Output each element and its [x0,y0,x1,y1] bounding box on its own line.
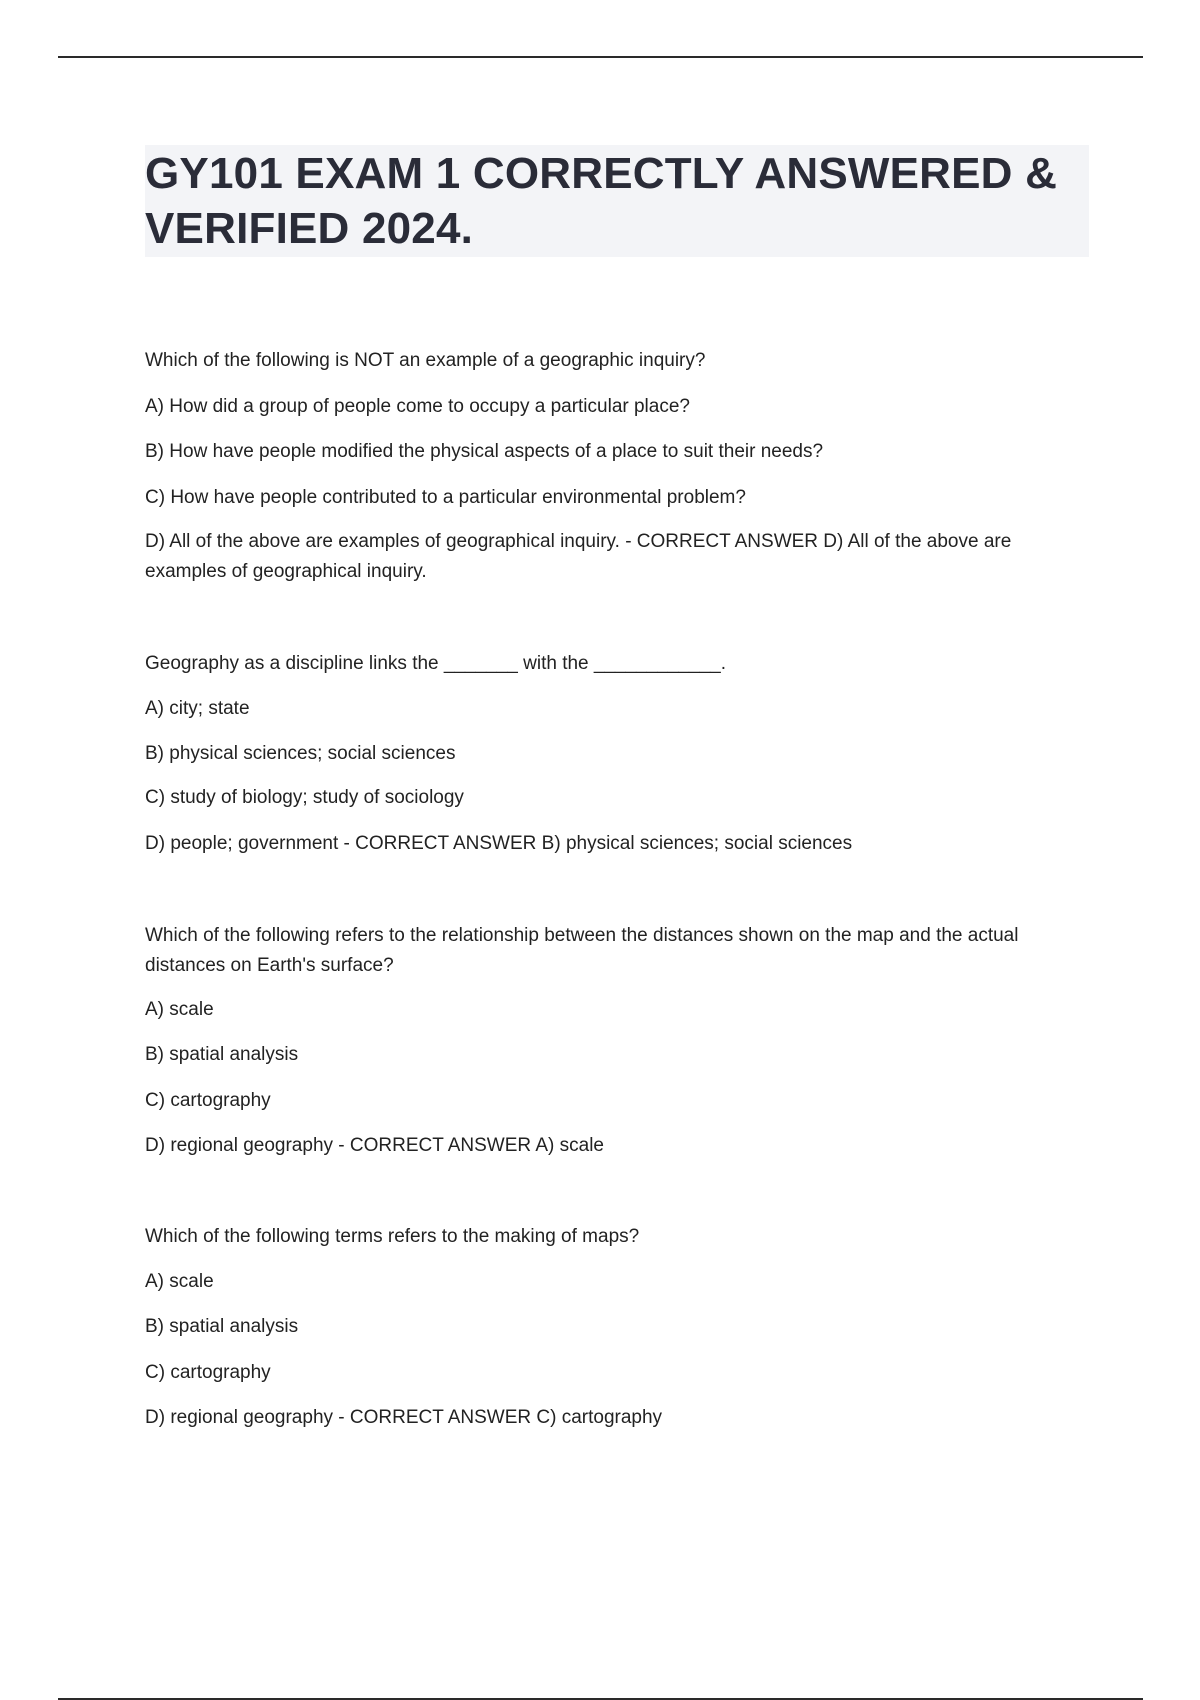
answer-option: A) scale [145,1271,214,1292]
answer-option-with-correct-answer: D) All of the above are examples of geographical inquiry. - CORRECT ANSWER D) All of the above are examples of geographical inquiry. [145,531,1012,582]
answer-option: B) spatial analysis [145,1316,299,1337]
question-prompt: Geography as a discipline links the _______ with the ____________. [145,653,726,674]
answer-option: C) study of biology; study of sociology [145,787,464,808]
answer-option: C) cartography [145,1090,271,1111]
answer-option: A) city; state [145,698,250,719]
answer-option: A) scale [145,999,214,1020]
page-title: GY101 EXAM 1 CORRECTLY ANSWERED & VERIFIED 2024. [145,149,1058,253]
question-prompt: Which of the following refers to the relationship between the distances shown on the map and the actual distances on Earth's surface? [145,925,1019,976]
answer-option: A) How did a group of people come to occupy a particular place? [145,396,690,417]
top-divider [58,56,1143,58]
answer-option-with-correct-answer: D) people; government - CORRECT ANSWER B) physical sciences; social sciences [145,833,853,854]
answer-option: C) How have people contributed to a particular environmental problem? [145,487,746,508]
answer-option-with-correct-answer: D) regional geography - CORRECT ANSWER C) cartography [145,1407,663,1428]
question-prompt: Which of the following terms refers to the making of maps? [145,1226,640,1247]
answer-option: B) physical sciences; social sciences [145,743,456,764]
answer-option-with-correct-answer: D) regional geography - CORRECT ANSWER A) scale [145,1135,604,1156]
question-prompt: Which of the following is NOT an example of a geographic inquiry? [145,350,706,371]
answer-option: B) spatial analysis [145,1044,299,1065]
answer-option: C) cartography [145,1362,271,1383]
answer-option: B) How have people modified the physical aspects of a place to suit their needs? [145,441,824,462]
